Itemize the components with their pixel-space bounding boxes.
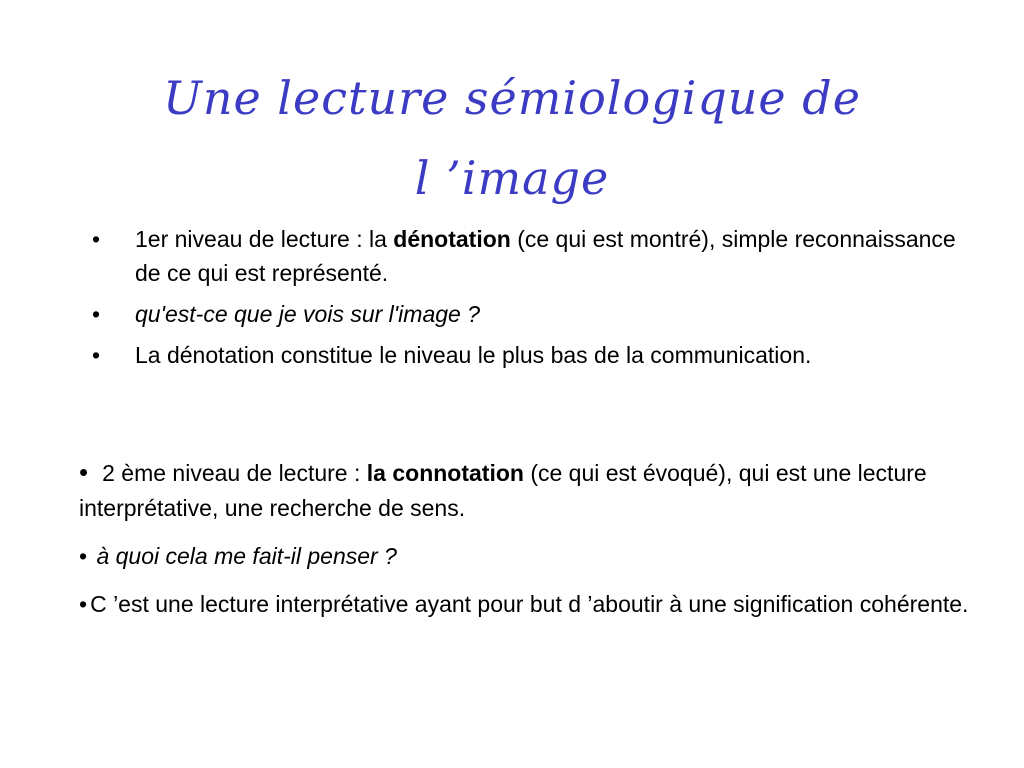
bullet-icon: • bbox=[79, 591, 88, 617]
bullet-icon: • bbox=[79, 457, 89, 487]
slide-title-line2: l ’image bbox=[414, 151, 610, 205]
bullet-icon: • bbox=[92, 301, 101, 327]
connotation-item-1-prefix: 2 ème niveau de lecture : bbox=[102, 460, 367, 486]
connotation-term: la connotation bbox=[366, 460, 524, 486]
denotation-section bbox=[92, 222, 972, 379]
connotation-list-item-1 bbox=[79, 455, 979, 526]
denotation-item-3-text: La dénotation constitue le niveau le plus bas de la communication. bbox=[135, 342, 812, 368]
denotation-term: dénotation bbox=[393, 226, 511, 252]
connotation-item-3-text: C ’est une lecture interprétative ayant pour but d ’aboutir à une signification cohérente. bbox=[90, 591, 969, 617]
bullet-icon: • bbox=[79, 543, 88, 569]
connotation-section bbox=[79, 455, 979, 635]
denotation-list-item-2 bbox=[92, 297, 972, 331]
denotation-list-item-1 bbox=[92, 222, 972, 290]
connotation-list-item-3 bbox=[79, 587, 979, 622]
slide-title bbox=[0, 58, 1024, 218]
bullet-icon: • bbox=[92, 342, 101, 368]
connotation-item-1-suffix: (ce qui est évoqué), qui est une lecture interprétative, une recherche de sens. bbox=[79, 460, 927, 521]
denotation-item-1-text bbox=[135, 226, 956, 286]
denotation-item-1-prefix: 1er niveau de lecture : la bbox=[135, 226, 394, 252]
denotation-list-item-3 bbox=[92, 338, 972, 372]
slide-title-line1: Une lecture sémiologique de bbox=[163, 71, 861, 125]
connotation-question: à quoi cela me fait-il penser ? bbox=[96, 543, 397, 569]
connotation-list-item-2 bbox=[79, 539, 979, 574]
bullet-icon: • bbox=[92, 226, 101, 252]
denotation-item-1-suffix: (ce qui est montré), simple reconnaissance de ce qui est représenté. bbox=[135, 226, 956, 286]
denotation-question: qu'est-ce que je vois sur l'image ? bbox=[135, 301, 481, 327]
